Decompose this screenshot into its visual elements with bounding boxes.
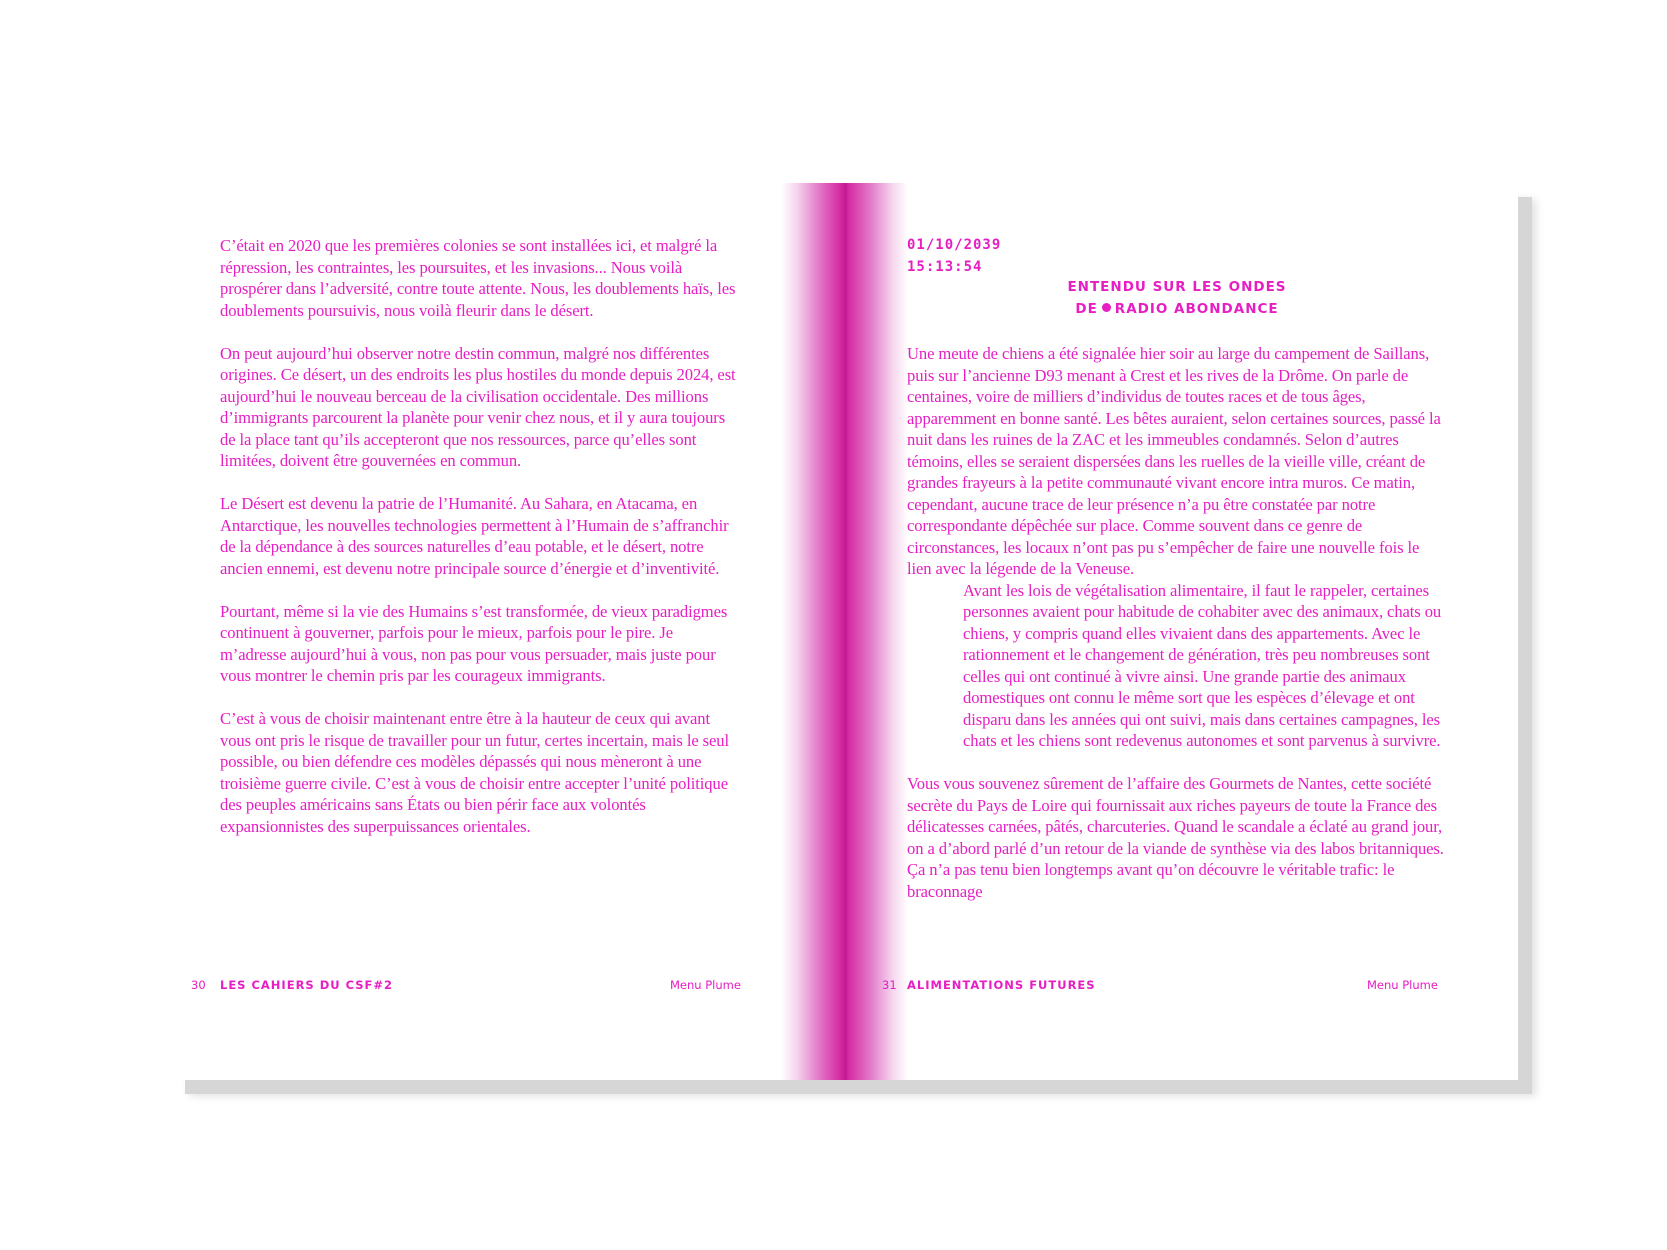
indented-paragraph: Avant les lois de végétalisation alimentaire, il faut le rappeler, certaines personnes avaient pour habitude de cohabiter avec des animaux, chats ou chiens, y compris quand elles vivaient dans des appartements. Avec le rationnement et le changement de génération, très peu nombreuses sont celles qui ont continué à vivre ainsi. Une grande partie des animaux domestiques ont connu le même sort que les espèces d’élevage et ont disparu dans les années qui ont suivi, mais dans certaines campagnes, les chats et les chiens sont redevenus autonomes et sont parvenus à survivre. — [963, 580, 1442, 750]
running-title: LES CAHIERS DU CSF#2 — [220, 978, 394, 992]
heading-prefix: DE — [1075, 300, 1098, 317]
page-number: 30 — [191, 978, 206, 992]
page-number: 31 — [882, 978, 897, 992]
author-name: Menu Plume — [670, 978, 741, 992]
radio-name: RADIO ABONDANCE — [1114, 300, 1279, 317]
paragraph: Une meute de chiens a été signalée hier soir au large du campement de Saillans, puis sur l’ancienne D93 menant à Crest et les rives de la Drôme. On parle de centaines, voire de milliers d’individus de toutes races et de tous âges, apparemment en bonne santé. Les bêtes auraient, selon certaines sources, passé la nuit dans les ruines de la ZAC et les immeubles condamnés. Selon d’autres témoins, elles se seraient dispersées dans les ruelles de la vieille ville, créant de grandes frayeurs à la petite communauté vivant encore intra muros. Ce matin, cependant, aucune trace de leur présence n’a pu être constatée par notre correspondante dépêchée sur place. Comme souvent dans ce genre de circonstances, les locaux n’ont pas pu s’empêcher de faire une nouvelle fois le lien avec la légende de la Veneuse. — [907, 344, 1441, 578]
author-name: Menu Plume — [1367, 978, 1438, 992]
broadcast-timestamp — [907, 235, 1001, 278]
left-page-footer — [171, 978, 782, 994]
paragraph: Pourtant, même si la vie des Humains s’est transformée, de vieux paradigmes continuent à gouverner, parfois pour le mieux, parfois pour le pire. Je m’adresse aujourd’hui à vous, non pas pour vous persuader, mais juste pour vous montrer le chemin pris par les courageux immigrants. — [220, 601, 728, 685]
paragraph: C’est à vous de choisir maintenant entre être à la hauteur de ceux qui avant vous ont pris le risque de travailler pour un futur, certes incertain, mais le seul possible, ou bien défendre ces modèles dépassés qui nous mèneront à une troisième guerre civile. C’est à vous de choisir entre accepter l’unité politique des peuples américains sans États ou bien périr face aux volontés expansionnistes des superpuissances orientales. — [220, 709, 729, 836]
left-page-body — [220, 235, 740, 859]
book-gutter — [781, 183, 908, 1080]
right-page-body — [907, 343, 1447, 902]
section-heading — [907, 277, 1447, 320]
paragraph: Vous vous souvenez sûrement de l’affaire des Gourmets de Nantes, cette société secrète du Pays de Loire qui fournissait aux riches payeurs de toute la France des délicatesses carnées, pâtés, charcuteries. Quand le scandale a éclaté au grand jour, on a d’abord parlé d’un retour de la viande de synthèse via des labos britanniques. Ça n’a pas tenu bien longtemps avant qu’on découvre le véritable trafic: le braconnage — [907, 774, 1444, 901]
dot-icon — [1102, 303, 1111, 312]
heading-line-2 — [907, 299, 1447, 321]
paragraph: C’était en 2020 que les premières colonies se sont installées ici, et malgré la répression, les contraintes, les poursuites, et les invasions... Nous voilà prospérer dans l’adversité, contre toute attente. Nous, les doublements haïs, les doublements poursuivis, nous voilà fleurir dans le désert. — [220, 236, 736, 320]
right-page-footer — [882, 978, 1518, 994]
broadcast-date: 01/10/2039 — [907, 237, 1002, 253]
paragraph: Le Désert est devenu la patrie de l’Humanité. Au Sahara, en Atacama, en Antarctique, les nouvelles technologies permettent à l’Humain de s’affranchir de la dépendance à des sources naturelles d’eau potable, et le désert, notre ancien ennemi, est devenu notre principale source d’énergie et d’inventivité. — [220, 494, 729, 578]
right-page — [882, 183, 1518, 1080]
left-page — [171, 183, 782, 1080]
fold-line — [845, 183, 847, 1080]
broadcast-time: 15:13:54 — [907, 258, 983, 275]
paragraph-spacer — [907, 752, 1447, 774]
paragraph: On peut aujourd’hui observer notre destin commun, malgré nos différentes origines. Ce désert, un des endroits les plus hostiles du monde depuis 2024, est aujourd’hui le nouveau berceau de la civilisation occidentale. Des millions d’immigrants parcourent la planète pour venir chez nous, et il y aura toujours de la place tant qu’ils accepteront que nos ressources, parce qu’elles sont limitées, doivent être gouvernées en commun. — [220, 343, 736, 470]
heading-line-1: ENTENDU SUR LES ONDES — [1067, 279, 1287, 295]
running-title: ALIMENTATIONS FUTURES — [907, 978, 1096, 992]
book-spread — [171, 183, 1518, 1080]
